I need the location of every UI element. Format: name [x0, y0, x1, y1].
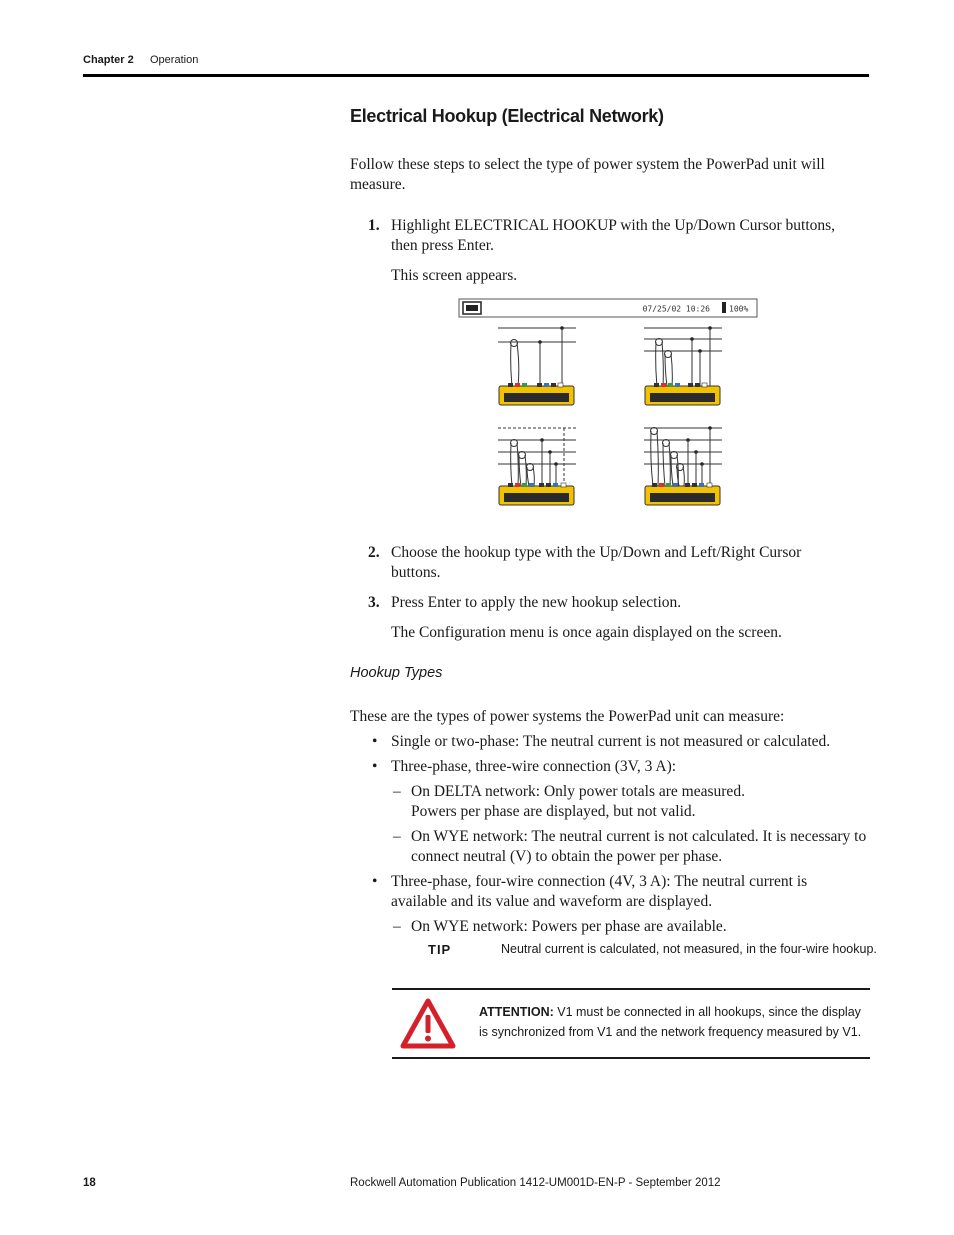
header-chapter: Chapter 2: [83, 54, 134, 66]
attention-bottom-rule: [392, 1057, 870, 1059]
hookup-types-intro: These are the types of power systems the PowerPad unit can measure:: [350, 708, 785, 725]
hookup-selection-screen: [458, 298, 758, 510]
dash-icon: –: [393, 918, 401, 935]
list-item-text: Three-phase, four-wire connection (4V, 3 A): The neutral current is available and its value and waveform are displayed.: [391, 873, 808, 910]
battery-icon: [722, 302, 726, 313]
sub-list-item-text: On DELTA network: Only power totals are measured. Powers per phase are displayed, but not valid.: [411, 783, 745, 820]
hookup-diagram-single-phase[interactable]: [498, 326, 576, 405]
bullet-icon: •: [372, 873, 378, 890]
list-item-text: Three-phase, three-wire connection (3V, 3 A):: [391, 758, 677, 775]
attention-top-rule: [392, 988, 870, 990]
screen-battery: 100%: [729, 304, 749, 314]
step-text: Highlight ELECTRICAL HOOKUP with the Up/Down Cursor buttons, then press Enter.: [391, 217, 836, 254]
step-number: 1.: [368, 217, 380, 234]
header-rule: [83, 74, 869, 77]
hookup-diagram-three-wire-wye[interactable]: [498, 428, 576, 505]
step-3-note: The Configuration menu is once again displayed on the screen.: [391, 624, 782, 641]
sub-list-item-text: On WYE network: Powers per phase are available.: [411, 918, 727, 935]
dash-icon: –: [393, 828, 401, 845]
step-1-note: This screen appears.: [391, 267, 518, 284]
dash-icon: –: [393, 783, 401, 800]
header-section: Operation: [150, 54, 199, 66]
step-number: 2.: [368, 544, 380, 561]
hookup-diagram-three-wire[interactable]: [644, 326, 722, 405]
hookup-diagram-four-wire[interactable]: [644, 426, 722, 505]
sub-list-item-text: On WYE network: The neutral current is not calculated. It is necessary to connect neutral (V) to obtain the power per phase.: [411, 828, 867, 865]
section-heading: Hookup Types: [350, 665, 443, 681]
attention-message: V1 must be connected in all hookups, since the display is synchronized from V1 and the network frequency measured by V1.: [479, 1005, 862, 1039]
intro-paragraph: Follow these steps to select the type of power system the PowerPad unit will measure.: [350, 156, 825, 193]
screen-datetime: 07/25/02 10:26: [642, 304, 710, 314]
step-text: Press Enter to apply the new hookup selection.: [391, 594, 682, 611]
attention-label: ATTENTION:: [479, 1005, 554, 1019]
list-item-text: Single or two-phase: The neutral current is not measured or calculated.: [391, 733, 831, 750]
step-number: 3.: [368, 594, 380, 611]
tip-label: TIP: [428, 942, 452, 957]
bullet-icon: •: [372, 733, 378, 750]
tip-text: Neutral current is calculated, not measured, in the four-wire hookup.: [501, 942, 877, 956]
page-number: 18: [83, 1177, 96, 1189]
screen-status-bar: [459, 299, 757, 317]
warning-triangle-icon: [400, 998, 456, 1050]
attention-text: [479, 1002, 864, 1042]
step-text: Choose the hookup type with the Up/Down and Left/Right Cursor buttons.: [391, 544, 802, 581]
bullet-icon: •: [372, 758, 378, 775]
publication-footer: Rockwell Automation Publication 1412-UM001D-EN-P - September 2012: [350, 1177, 721, 1189]
page-title: Electrical Hookup (Electrical Network): [350, 106, 664, 126]
